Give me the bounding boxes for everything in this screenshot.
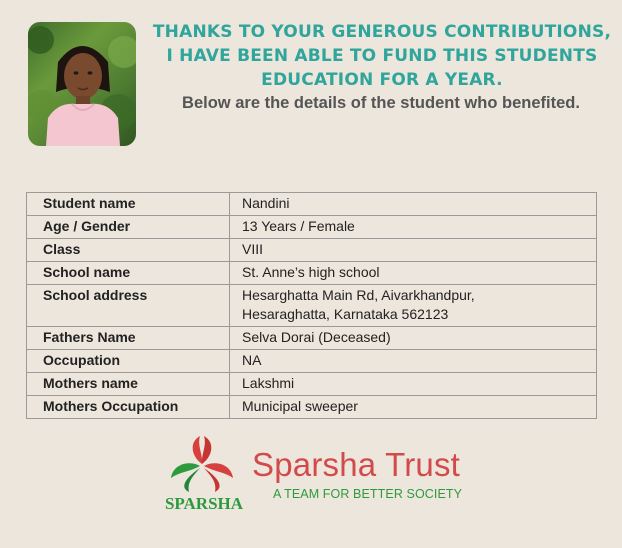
row-value: 13 Years / Female: [230, 216, 597, 239]
brand-name: Sparsha Trust: [252, 446, 461, 483]
details-intro: Below are the details of the student who benefited.: [182, 94, 580, 112]
table-row: [27, 350, 597, 373]
row-value: Municipal sweeper: [230, 396, 597, 419]
table-row: [27, 262, 597, 285]
row-label: Fathers Name: [27, 327, 230, 350]
sparsha-logo-icon: [163, 434, 241, 494]
table-row: [27, 239, 597, 262]
row-value: [230, 285, 597, 327]
table-row: [27, 327, 597, 350]
row-label: School address: [27, 285, 230, 327]
student-details-table: [26, 192, 597, 419]
row-label: Class: [27, 239, 230, 262]
brand-tagline: A TEAM FOR BETTER SOCIETY: [273, 487, 463, 501]
row-value: VIII: [230, 239, 597, 262]
thank-you-headline: THANKS TO YOUR GENEROUS CONTRIBUTIONS, I HAVE BEEN ABLE TO FUND THIS STUDENTS EDUCATION FOR A YEAR.: [152, 22, 612, 90]
table-row: [27, 396, 597, 419]
row-label: Mothers Occupation: [27, 396, 230, 419]
address-line-2: Hesaraghatta, Karnataka 562123: [242, 306, 449, 322]
address-line-1: Hesarghatta Main Rd, Aivarkhandpur,: [242, 287, 475, 303]
row-label: Mothers name: [27, 373, 230, 396]
table-row: [27, 216, 597, 239]
student-portrait-illustration: [28, 22, 136, 146]
row-value: NA: [230, 350, 597, 373]
student-photo: [28, 22, 136, 146]
row-value: St. Anne’s high school: [230, 262, 597, 285]
table-row: [27, 285, 597, 327]
row-value: Lakshmi: [230, 373, 597, 396]
row-value: Nandini: [230, 193, 597, 216]
row-label: School name: [27, 262, 230, 285]
row-label: Occupation: [27, 350, 230, 373]
table-row: [27, 373, 597, 396]
row-value: Selva Dorai (Deceased): [230, 327, 597, 350]
row-label: Student name: [27, 193, 230, 216]
table-row: [27, 193, 597, 216]
row-label: Age / Gender: [27, 216, 230, 239]
logo-wordmark: SPARSHA: [164, 494, 244, 513]
